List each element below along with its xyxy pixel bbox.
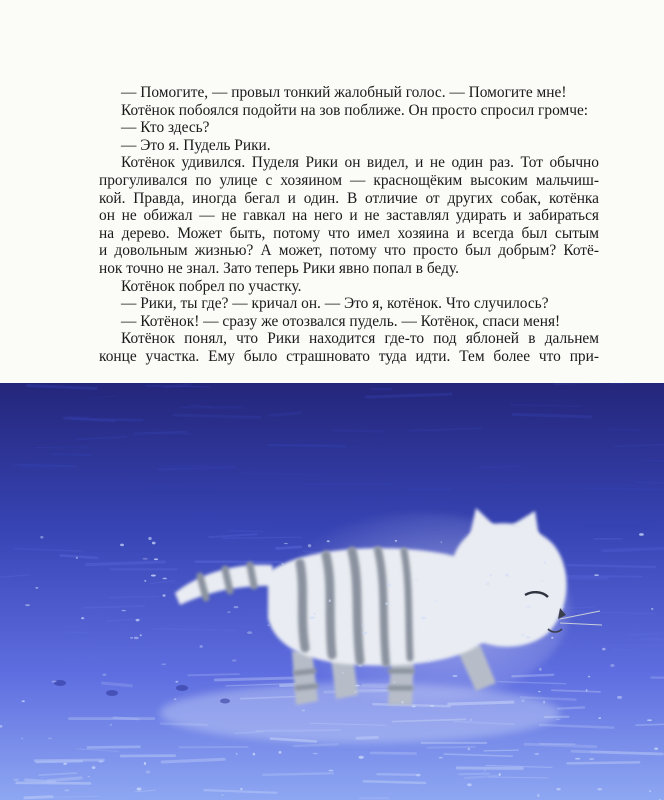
story-text — [99, 84, 599, 366]
text-line: Котёнок побоялся подойти на зов поближе. Он просто спросил громче: — [121, 101, 589, 119]
text-line: — Кто здесь? — [121, 119, 210, 137]
text-line: Котёнок побрел по участку. — [121, 277, 302, 295]
text-line: кой. Правда, иногда бегал и один. В отличие от других собак, котёнка — [99, 189, 599, 207]
text-line: Котёнок понял, что Рики находится где-то под яблоней в дальнем — [121, 330, 599, 348]
text-line: конце участка. Ему было страшновато туда идти. Тем более что при- — [99, 347, 599, 365]
kitten-head — [449, 523, 566, 646]
text-line: — Это я. Пудель Рики. — [121, 136, 271, 154]
text-line: нок точно не знал. Зато теперь Рики явно попал в беду. — [99, 259, 459, 277]
text-line: он не обижал — не гавкал на него и не заставлял удирать и забираться — [99, 207, 599, 225]
text-line: Котёнок удивился. Пуделя Рики он видел, и не один раз. Тот обычно — [121, 154, 599, 172]
text-line: — Рики, ты где? — кричал он. — Это я, котёнок. Что случилось? — [121, 295, 549, 313]
text-line: на дерево. Может быть, потому что имел хозяина и всегда был сытым — [99, 224, 599, 242]
text-line: прогуливался по улице с хозяином — краснощёким высоким мальчиш- — [99, 171, 599, 189]
text-line: — Помогите, — провыл тонкий жалобный голос. — Помогите мне! — [121, 84, 567, 101]
text-line: — Котёнок! — сразу же отозвался пудель. — Котёнок, спаси меня! — [121, 312, 561, 330]
kitten-in-snow-illustration — [0, 383, 664, 800]
text-line: и довольным жизнью? А может, потому что просто был добрым? Котё- — [99, 242, 599, 260]
